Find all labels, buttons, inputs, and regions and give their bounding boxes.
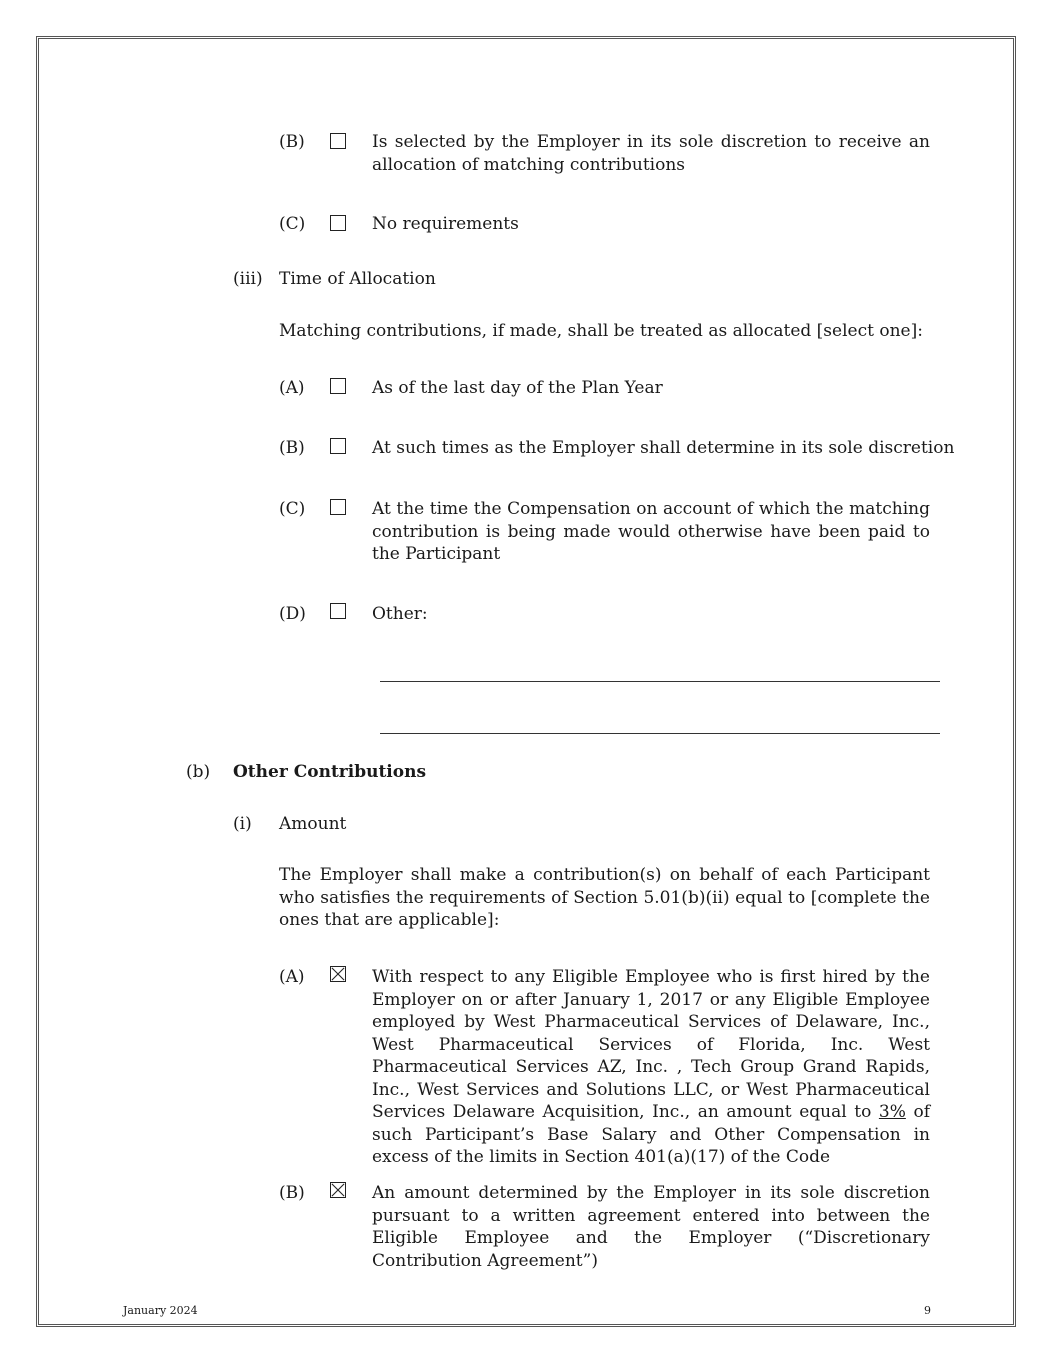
subsection-heading: Amount [279, 814, 347, 834]
section-intro: Matching contributions, if made, shall be treated as allocated [select one]: [279, 321, 923, 341]
checkbox-time-d[interactable] [330, 603, 346, 619]
subsection-intro: The Employer shall make a contribution(s) on behalf of each Participant who satisfies the requirements of Section 5.01(b)(ii) equal to [complete the ones that are applicable]: [279, 865, 930, 930]
option-label: (B) [279, 132, 305, 152]
checked-x-icon [331, 967, 345, 981]
option-label: (A) [279, 967, 305, 987]
option-text [372, 966, 930, 1169]
checkbox-time-c[interactable] [330, 499, 346, 515]
option-text: At the time the Compensation on account of which the matching contribution is being made would otherwise have been paid to the Participant [372, 499, 930, 564]
contribution-percent: 3% [878, 1102, 906, 1122]
option-label: (B) [279, 1183, 305, 1203]
option-label: (C) [279, 499, 306, 519]
option-text-part: With respect to any Eligible Employee who is first hired by the Employer on or after January 1, 2017 or any Eligible Employee employed by West Pharmaceutical Services of Delaware, Inc., West Pharmaceutical Services of Florida, Inc. West Pharmaceutical Services AZ, Inc. , Tech Group Grand Rapids, Inc., West Services and Solutions LLC, or West Pharmaceutical Services Delaware Acquisition, Inc., an amount equal to [372, 967, 930, 1122]
option-label: (B) [279, 438, 305, 458]
fill-in-line-1[interactable] [380, 681, 940, 682]
section-label: (b) [186, 762, 211, 782]
checkbox-other-a[interactable] [330, 966, 346, 982]
checkbox-time-b[interactable] [330, 438, 346, 454]
option-text: Is selected by the Employer in its sole discretion to receive an allocation of matching contributions [372, 132, 930, 175]
fill-in-line-2[interactable] [380, 733, 940, 734]
subsection-label: (i) [233, 814, 252, 834]
checked-x-icon [331, 1183, 345, 1197]
checkbox-other-b[interactable] [330, 1182, 346, 1198]
option-text: At such times as the Employer shall determine in its sole discretion [372, 438, 955, 458]
checkbox-req-c[interactable] [330, 215, 346, 231]
option-label: (A) [279, 378, 305, 398]
checkbox-time-a[interactable] [330, 378, 346, 394]
section-heading: Time of Allocation [279, 269, 436, 289]
page-number: 9 [924, 1304, 931, 1317]
option-text-part: of such Participant’s Base Salary and Other Compensation in excess of the limits in Section 401(a)(17) of the Code [372, 1102, 930, 1167]
option-label: (D) [279, 604, 306, 624]
option-text: Other: [372, 604, 428, 624]
option-text: An amount determined by the Employer in its sole discretion pursuant to a written agreement entered into between the Eligible Employee and the Employer (“Discretionary Contribution Agreement”) [372, 1183, 930, 1271]
footer-date: January 2024 [123, 1304, 198, 1317]
section-heading: Other Contributions [233, 762, 427, 782]
option-label: (C) [279, 214, 306, 234]
option-text: As of the last day of the Plan Year [372, 378, 663, 398]
section-label: (iii) [233, 269, 263, 289]
option-text: No requirements [372, 214, 519, 234]
checkbox-req-b[interactable] [330, 133, 346, 149]
